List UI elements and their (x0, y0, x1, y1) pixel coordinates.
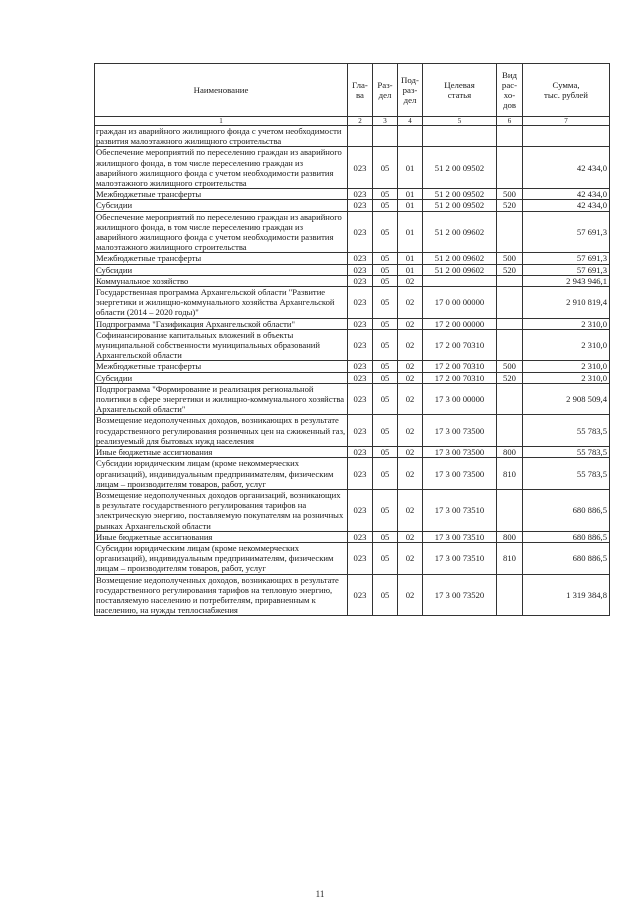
row-podrazdel-cell: 02 (398, 275, 423, 286)
row-podrazdel-cell: 02 (398, 361, 423, 372)
row-podrazdel-cell: 02 (398, 372, 423, 383)
row-name-cell: Иные бюджетные ассигнования (95, 447, 348, 458)
row-podrazdel-cell: 02 (398, 447, 423, 458)
row-name-cell: Субсидии юридическим лицам (кроме некоммерческих организаций), индивидуальным предпринимателям, физическим лицам – производителям товаров, работ, услуг (95, 542, 348, 574)
row-razdel-cell: 05 (373, 264, 398, 275)
page-number: 11 (315, 889, 325, 899)
row-sum-cell: 55 783,5 (523, 415, 610, 447)
row-glava-cell: 023 (348, 574, 373, 616)
row-vid-cell (497, 329, 523, 361)
table-row (95, 318, 610, 329)
row-name-cell: Иные бюджетные ассигнования (95, 531, 348, 542)
row-sum-cell: 2 310,0 (523, 361, 610, 372)
row-target-cell: 17 3 00 73510 (423, 542, 497, 574)
row-target-cell: 17 3 00 00000 (423, 383, 497, 415)
row-sum-cell: 57 691,3 (523, 264, 610, 275)
row-glava-cell: 023 (348, 458, 373, 490)
row-name-cell: Субсидии (95, 200, 348, 211)
row-glava-cell: 023 (348, 372, 373, 383)
row-razdel-cell: 05 (373, 189, 398, 200)
row-podrazdel-cell: 02 (398, 542, 423, 574)
table-header-row (95, 64, 610, 117)
column-number: 7 (523, 117, 610, 126)
header-podrazdel (398, 64, 423, 117)
header-razdel-text: Раз- дел (377, 80, 393, 100)
row-target-cell: 17 2 00 00000 (423, 318, 497, 329)
header-target-text: Целевая статья (444, 80, 475, 100)
row-razdel-cell: 05 (373, 415, 398, 447)
table-row (95, 531, 610, 542)
row-target-cell: 17 3 00 73500 (423, 458, 497, 490)
row-sum-cell: 2 310,0 (523, 329, 610, 361)
row-glava-cell: 023 (348, 329, 373, 361)
table-row (95, 372, 610, 383)
header-razdel (373, 64, 398, 117)
row-glava-cell: 023 (348, 542, 373, 574)
row-sum-cell (523, 126, 610, 147)
table-row (95, 458, 610, 490)
row-name-cell: Подпрограмма "Газификация Архангельской области" (95, 318, 348, 329)
row-podrazdel-cell: 02 (398, 329, 423, 361)
row-sum-cell: 2 943 946,1 (523, 275, 610, 286)
row-target-cell (423, 126, 497, 147)
row-podrazdel-cell: 02 (398, 383, 423, 415)
row-vid-cell: 520 (497, 264, 523, 275)
row-podrazdel-cell: 01 (398, 264, 423, 275)
row-sum-cell: 2 908 509,4 (523, 383, 610, 415)
row-name-cell: Государственная программа Архангельской области "Развитие энергетики и жилищно-коммунального хозяйства Архангельской области (2014 – 2020 годы)" (95, 287, 348, 319)
header-vid (497, 64, 523, 117)
column-number: 4 (398, 117, 423, 126)
row-target-cell (423, 275, 497, 286)
row-target-cell: 17 2 00 70310 (423, 329, 497, 361)
table-body (95, 126, 610, 616)
header-glava (348, 64, 373, 117)
row-sum-cell: 2 310,0 (523, 318, 610, 329)
row-name-cell: Субсидии (95, 372, 348, 383)
table-row (95, 253, 610, 264)
row-razdel-cell: 05 (373, 531, 398, 542)
row-razdel-cell: 05 (373, 253, 398, 264)
table-row (95, 147, 610, 189)
row-target-cell: 17 2 00 70310 (423, 372, 497, 383)
row-razdel-cell: 05 (373, 200, 398, 211)
row-podrazdel-cell: 02 (398, 489, 423, 531)
row-sum-cell: 1 319 384,8 (523, 574, 610, 616)
header-sum (523, 64, 610, 117)
row-vid-cell: 800 (497, 447, 523, 458)
row-name-cell: Межбюджетные трансферты (95, 189, 348, 200)
row-vid-cell: 520 (497, 372, 523, 383)
row-sum-cell: 2 910 819,4 (523, 287, 610, 319)
row-razdel-cell: 05 (373, 361, 398, 372)
header-glava-text: Гла- ва (352, 80, 368, 100)
row-razdel-cell (373, 126, 398, 147)
row-podrazdel-cell: 01 (398, 147, 423, 189)
row-podrazdel-cell: 01 (398, 253, 423, 264)
row-vid-cell (497, 574, 523, 616)
row-vid-cell (497, 287, 523, 319)
row-sum-cell: 42 434,0 (523, 189, 610, 200)
row-vid-cell: 810 (497, 458, 523, 490)
row-razdel-cell: 05 (373, 574, 398, 616)
row-glava-cell: 023 (348, 264, 373, 275)
row-name-cell: Коммунальное хозяйство (95, 275, 348, 286)
row-vid-cell (497, 126, 523, 147)
row-name-cell: Межбюджетные трансферты (95, 253, 348, 264)
table-row (95, 447, 610, 458)
column-number: 5 (423, 117, 497, 126)
row-podrazdel-cell: 02 (398, 458, 423, 490)
row-name-cell: Возмещение недополученных доходов организаций, возникающих в результате государственного регулирования тарифов на электрическую энергию, поставляемую покупателям на розничных рынках Архангельской области (95, 489, 348, 531)
row-target-cell: 51 2 00 09502 (423, 147, 497, 189)
row-target-cell: 17 0 00 00000 (423, 287, 497, 319)
row-sum-cell: 55 783,5 (523, 447, 610, 458)
column-number: 3 (373, 117, 398, 126)
budget-table (94, 63, 610, 616)
row-razdel-cell: 05 (373, 489, 398, 531)
table-row (95, 574, 610, 616)
row-vid-cell (497, 489, 523, 531)
row-glava-cell: 023 (348, 361, 373, 372)
column-number: 1 (95, 117, 348, 126)
header-name: Наименование (95, 64, 348, 117)
row-glava-cell (348, 126, 373, 147)
table-row (95, 542, 610, 574)
row-razdel-cell: 05 (373, 287, 398, 319)
row-vid-cell: 810 (497, 542, 523, 574)
table-row (95, 264, 610, 275)
row-glava-cell: 023 (348, 531, 373, 542)
table-row (95, 126, 610, 147)
row-glava-cell: 023 (348, 200, 373, 211)
row-sum-cell: 42 434,0 (523, 147, 610, 189)
row-target-cell: 17 3 00 73500 (423, 415, 497, 447)
table-row (95, 383, 610, 415)
row-glava-cell: 023 (348, 383, 373, 415)
row-name-cell: Софинансирование капитальных вложений в объекты муниципальной собственности муниципальных образований Архангельской области (95, 329, 348, 361)
row-razdel-cell: 05 (373, 329, 398, 361)
row-glava-cell: 023 (348, 489, 373, 531)
row-name-cell: Подпрограмма "Формирование и реализация региональной политики в сфере энергетики и жилищно-коммунального хозяйства Архангельской области" (95, 383, 348, 415)
row-target-cell: 17 3 00 73500 (423, 447, 497, 458)
row-name-cell: Обеспечение мероприятий по переселению граждан из аварийного жилищного фонда, в том числе переселению граждан из аварийного жилищного фонда с учетом необходимости развития малоэтажного жилищного строительства (95, 147, 348, 189)
column-number: 2 (348, 117, 373, 126)
table-row (95, 189, 610, 200)
row-target-cell: 17 3 00 73510 (423, 531, 497, 542)
column-number-row (95, 117, 610, 126)
row-vid-cell (497, 415, 523, 447)
row-vid-cell (497, 383, 523, 415)
row-podrazdel-cell: 02 (398, 415, 423, 447)
row-glava-cell: 023 (348, 211, 373, 253)
row-sum-cell: 680 886,5 (523, 531, 610, 542)
row-name-cell: Субсидии юридическим лицам (кроме некоммерческих организаций), индивидуальным предпринимателям, физическим лицам – производителям товаров, работ, услуг (95, 458, 348, 490)
table-row (95, 200, 610, 211)
row-podrazdel-cell: 01 (398, 211, 423, 253)
row-glava-cell: 023 (348, 189, 373, 200)
row-razdel-cell: 05 (373, 542, 398, 574)
row-razdel-cell: 05 (373, 211, 398, 253)
row-razdel-cell: 05 (373, 458, 398, 490)
row-razdel-cell: 05 (373, 383, 398, 415)
row-sum-cell: 680 886,5 (523, 542, 610, 574)
row-podrazdel-cell: 02 (398, 318, 423, 329)
row-target-cell: 17 3 00 73510 (423, 489, 497, 531)
row-glava-cell: 023 (348, 253, 373, 264)
row-glava-cell: 023 (348, 147, 373, 189)
row-glava-cell: 023 (348, 287, 373, 319)
row-podrazdel-cell: 02 (398, 287, 423, 319)
row-razdel-cell: 05 (373, 275, 398, 286)
row-target-cell: 51 2 00 09602 (423, 253, 497, 264)
table-row (95, 329, 610, 361)
row-target-cell: 51 2 00 09602 (423, 264, 497, 275)
row-vid-cell (497, 318, 523, 329)
row-name-cell: Возмещение недополученных доходов, возникающих в результате государственного регулирования тарифов на тепловую энергию, поставляемую населению и потребителям, приравненным к населению, на нужды теплоснабжения (95, 574, 348, 616)
row-target-cell: 51 2 00 09502 (423, 200, 497, 211)
row-vid-cell (497, 147, 523, 189)
header-sum-text: Сумма, тыс. рублей (544, 80, 588, 100)
header-target (423, 64, 497, 117)
row-glava-cell: 023 (348, 447, 373, 458)
row-sum-cell: 57 691,3 (523, 211, 610, 253)
table-row (95, 415, 610, 447)
row-vid-cell (497, 211, 523, 253)
row-sum-cell: 2 310,0 (523, 372, 610, 383)
table-row (95, 275, 610, 286)
row-vid-cell (497, 275, 523, 286)
header-vid-text: Вид рас- хо- дов (501, 70, 518, 110)
row-vid-cell: 500 (497, 361, 523, 372)
row-name-cell: Межбюджетные трансферты (95, 361, 348, 372)
row-podrazdel-cell: 02 (398, 574, 423, 616)
row-vid-cell: 520 (497, 200, 523, 211)
row-vid-cell: 800 (497, 531, 523, 542)
row-vid-cell: 500 (497, 189, 523, 200)
row-vid-cell: 500 (497, 253, 523, 264)
row-razdel-cell: 05 (373, 372, 398, 383)
row-podrazdel-cell (398, 126, 423, 147)
row-name-cell: граждан из аварийного жилищного фонда с учетом необходимости развития малоэтажного жилищного строительства (95, 126, 348, 147)
row-sum-cell: 680 886,5 (523, 489, 610, 531)
row-glava-cell: 023 (348, 415, 373, 447)
row-razdel-cell: 05 (373, 447, 398, 458)
row-glava-cell: 023 (348, 318, 373, 329)
table-row (95, 287, 610, 319)
row-razdel-cell: 05 (373, 147, 398, 189)
row-target-cell: 51 2 00 09602 (423, 211, 497, 253)
row-sum-cell: 55 783,5 (523, 458, 610, 490)
row-name-cell: Обеспечение мероприятий по переселению граждан из аварийного жилищного фонда, в том числе переселению граждан из аварийного жилищного фонда с учетом необходимости развития малоэтажного жилищного строительства (95, 211, 348, 253)
row-target-cell: 17 3 00 73520 (423, 574, 497, 616)
table-row (95, 211, 610, 253)
row-name-cell: Возмещение недополученных доходов, возникающих в результате государственного регулирования розничных цен на сжиженный газ, реализуемый для бытовых нужд населения (95, 415, 348, 447)
row-sum-cell: 42 434,0 (523, 200, 610, 211)
row-podrazdel-cell: 01 (398, 189, 423, 200)
table-row (95, 489, 610, 531)
header-podrazdel-text: Под- раз- дел (401, 75, 419, 105)
row-name-cell: Субсидии (95, 264, 348, 275)
row-sum-cell: 57 691,3 (523, 253, 610, 264)
row-podrazdel-cell: 01 (398, 200, 423, 211)
column-number: 6 (497, 117, 523, 126)
row-razdel-cell: 05 (373, 318, 398, 329)
table-row (95, 361, 610, 372)
row-target-cell: 17 2 00 70310 (423, 361, 497, 372)
row-glava-cell: 023 (348, 275, 373, 286)
row-podrazdel-cell: 02 (398, 531, 423, 542)
row-target-cell: 51 2 00 09502 (423, 189, 497, 200)
